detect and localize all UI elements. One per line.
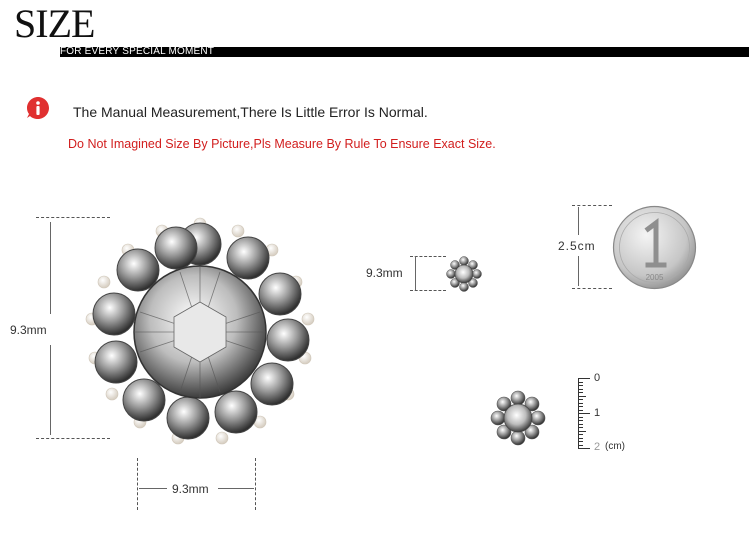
earring-ruler-image (490, 390, 546, 446)
small-height-line (415, 256, 416, 290)
coin-line-upper (578, 207, 579, 235)
header-subtitle: FOR EVERY SPECIAL MOMENT (60, 46, 215, 57)
small-guide-bottom (410, 290, 446, 291)
coin-guide-bottom (572, 288, 612, 289)
coin-guide-top (572, 205, 612, 206)
coin-image (612, 205, 697, 290)
width-line-left (139, 488, 167, 489)
height-line-lower (50, 345, 51, 435)
coin-size-label: 2.5cm (558, 239, 596, 253)
dimension-guide-left (137, 458, 138, 510)
dimension-guide-top (36, 217, 110, 218)
small-size-label: 9.3mm (366, 266, 403, 280)
coin-year: 2005 (645, 273, 664, 282)
earring-large-image (90, 222, 310, 447)
width-line-right (218, 488, 254, 489)
earring-small-image (446, 256, 482, 292)
ruler-mark-0: 0 (594, 372, 601, 384)
info-icon (26, 96, 50, 120)
dimension-guide-right (255, 458, 256, 510)
page-title: SIZE (14, 1, 95, 46)
header-bar (60, 47, 749, 57)
warning-text: Do Not Imagined Size By Picture,Pls Measure By Rule To Ensure Exact Size. (68, 137, 496, 151)
ruler-unit: (cm) (605, 441, 625, 452)
ruler (578, 378, 592, 450)
width-label: 9.3mm (172, 482, 209, 496)
notice-text: The Manual Measurement,There Is Little Error Is Normal. (73, 104, 428, 120)
ruler-mark-1: 1 (594, 407, 601, 419)
ruler-mark-2: 2 (594, 441, 601, 453)
height-label: 9.3mm (10, 323, 47, 337)
height-line-upper (50, 222, 51, 314)
coin-line-lower (578, 256, 579, 286)
